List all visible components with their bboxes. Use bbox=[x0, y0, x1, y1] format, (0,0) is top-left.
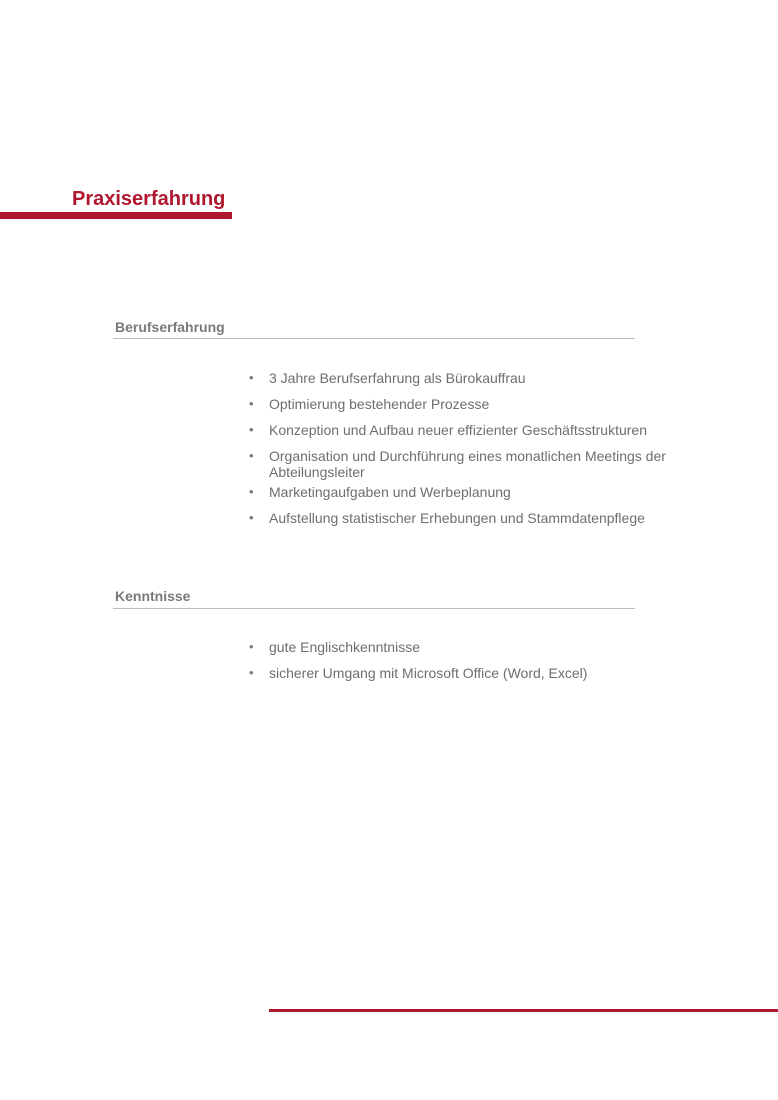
page-title: Praxiserfahrung bbox=[72, 188, 226, 210]
list-item bbox=[249, 370, 526, 386]
footer-rule bbox=[269, 1009, 778, 1012]
bullet-icon: • bbox=[249, 422, 254, 437]
bullet-icon: • bbox=[249, 665, 254, 680]
bullet-icon: • bbox=[249, 510, 254, 525]
list-item-text: Optimierung bestehender Prozesse bbox=[269, 396, 490, 412]
list-item bbox=[249, 484, 511, 500]
section-divider-berufserfahrung bbox=[113, 338, 635, 339]
bullet-icon: • bbox=[249, 639, 254, 654]
list-item-text: gute Englischkenntnisse bbox=[269, 639, 420, 655]
list-item-text: Konzeption und Aufbau neuer effizienter Geschäftsstrukturen bbox=[269, 422, 647, 438]
list-item bbox=[249, 510, 645, 526]
list-item bbox=[249, 422, 647, 438]
list-item-text: Organisation und Durchführung eines monatlichen Meetings der Abteilungsleiter bbox=[269, 448, 666, 480]
list-item-text: 3 Jahre Berufserfahrung als Bürokauffrau bbox=[269, 370, 526, 386]
list-item bbox=[249, 639, 420, 655]
section-heading-kenntnisse: Kenntnisse bbox=[115, 588, 191, 604]
bullet-icon: • bbox=[249, 396, 254, 411]
title-underline-rule bbox=[0, 212, 232, 219]
list-item bbox=[249, 448, 669, 480]
bullet-icon: • bbox=[249, 370, 254, 385]
section-heading-berufserfahrung: Berufserfahrung bbox=[115, 319, 225, 335]
section-divider-kenntnisse bbox=[113, 608, 635, 609]
list-item-text: Aufstellung statistischer Erhebungen und Stammdatenpflege bbox=[269, 510, 645, 526]
list-item-text: Marketingaufgaben und Werbeplanung bbox=[269, 484, 511, 500]
list-item bbox=[249, 396, 489, 412]
list-item bbox=[249, 665, 587, 681]
bullet-icon: • bbox=[249, 484, 254, 499]
bullet-icon: • bbox=[249, 448, 254, 463]
list-item-text: sicherer Umgang mit Microsoft Office (Word, Excel) bbox=[269, 665, 588, 681]
